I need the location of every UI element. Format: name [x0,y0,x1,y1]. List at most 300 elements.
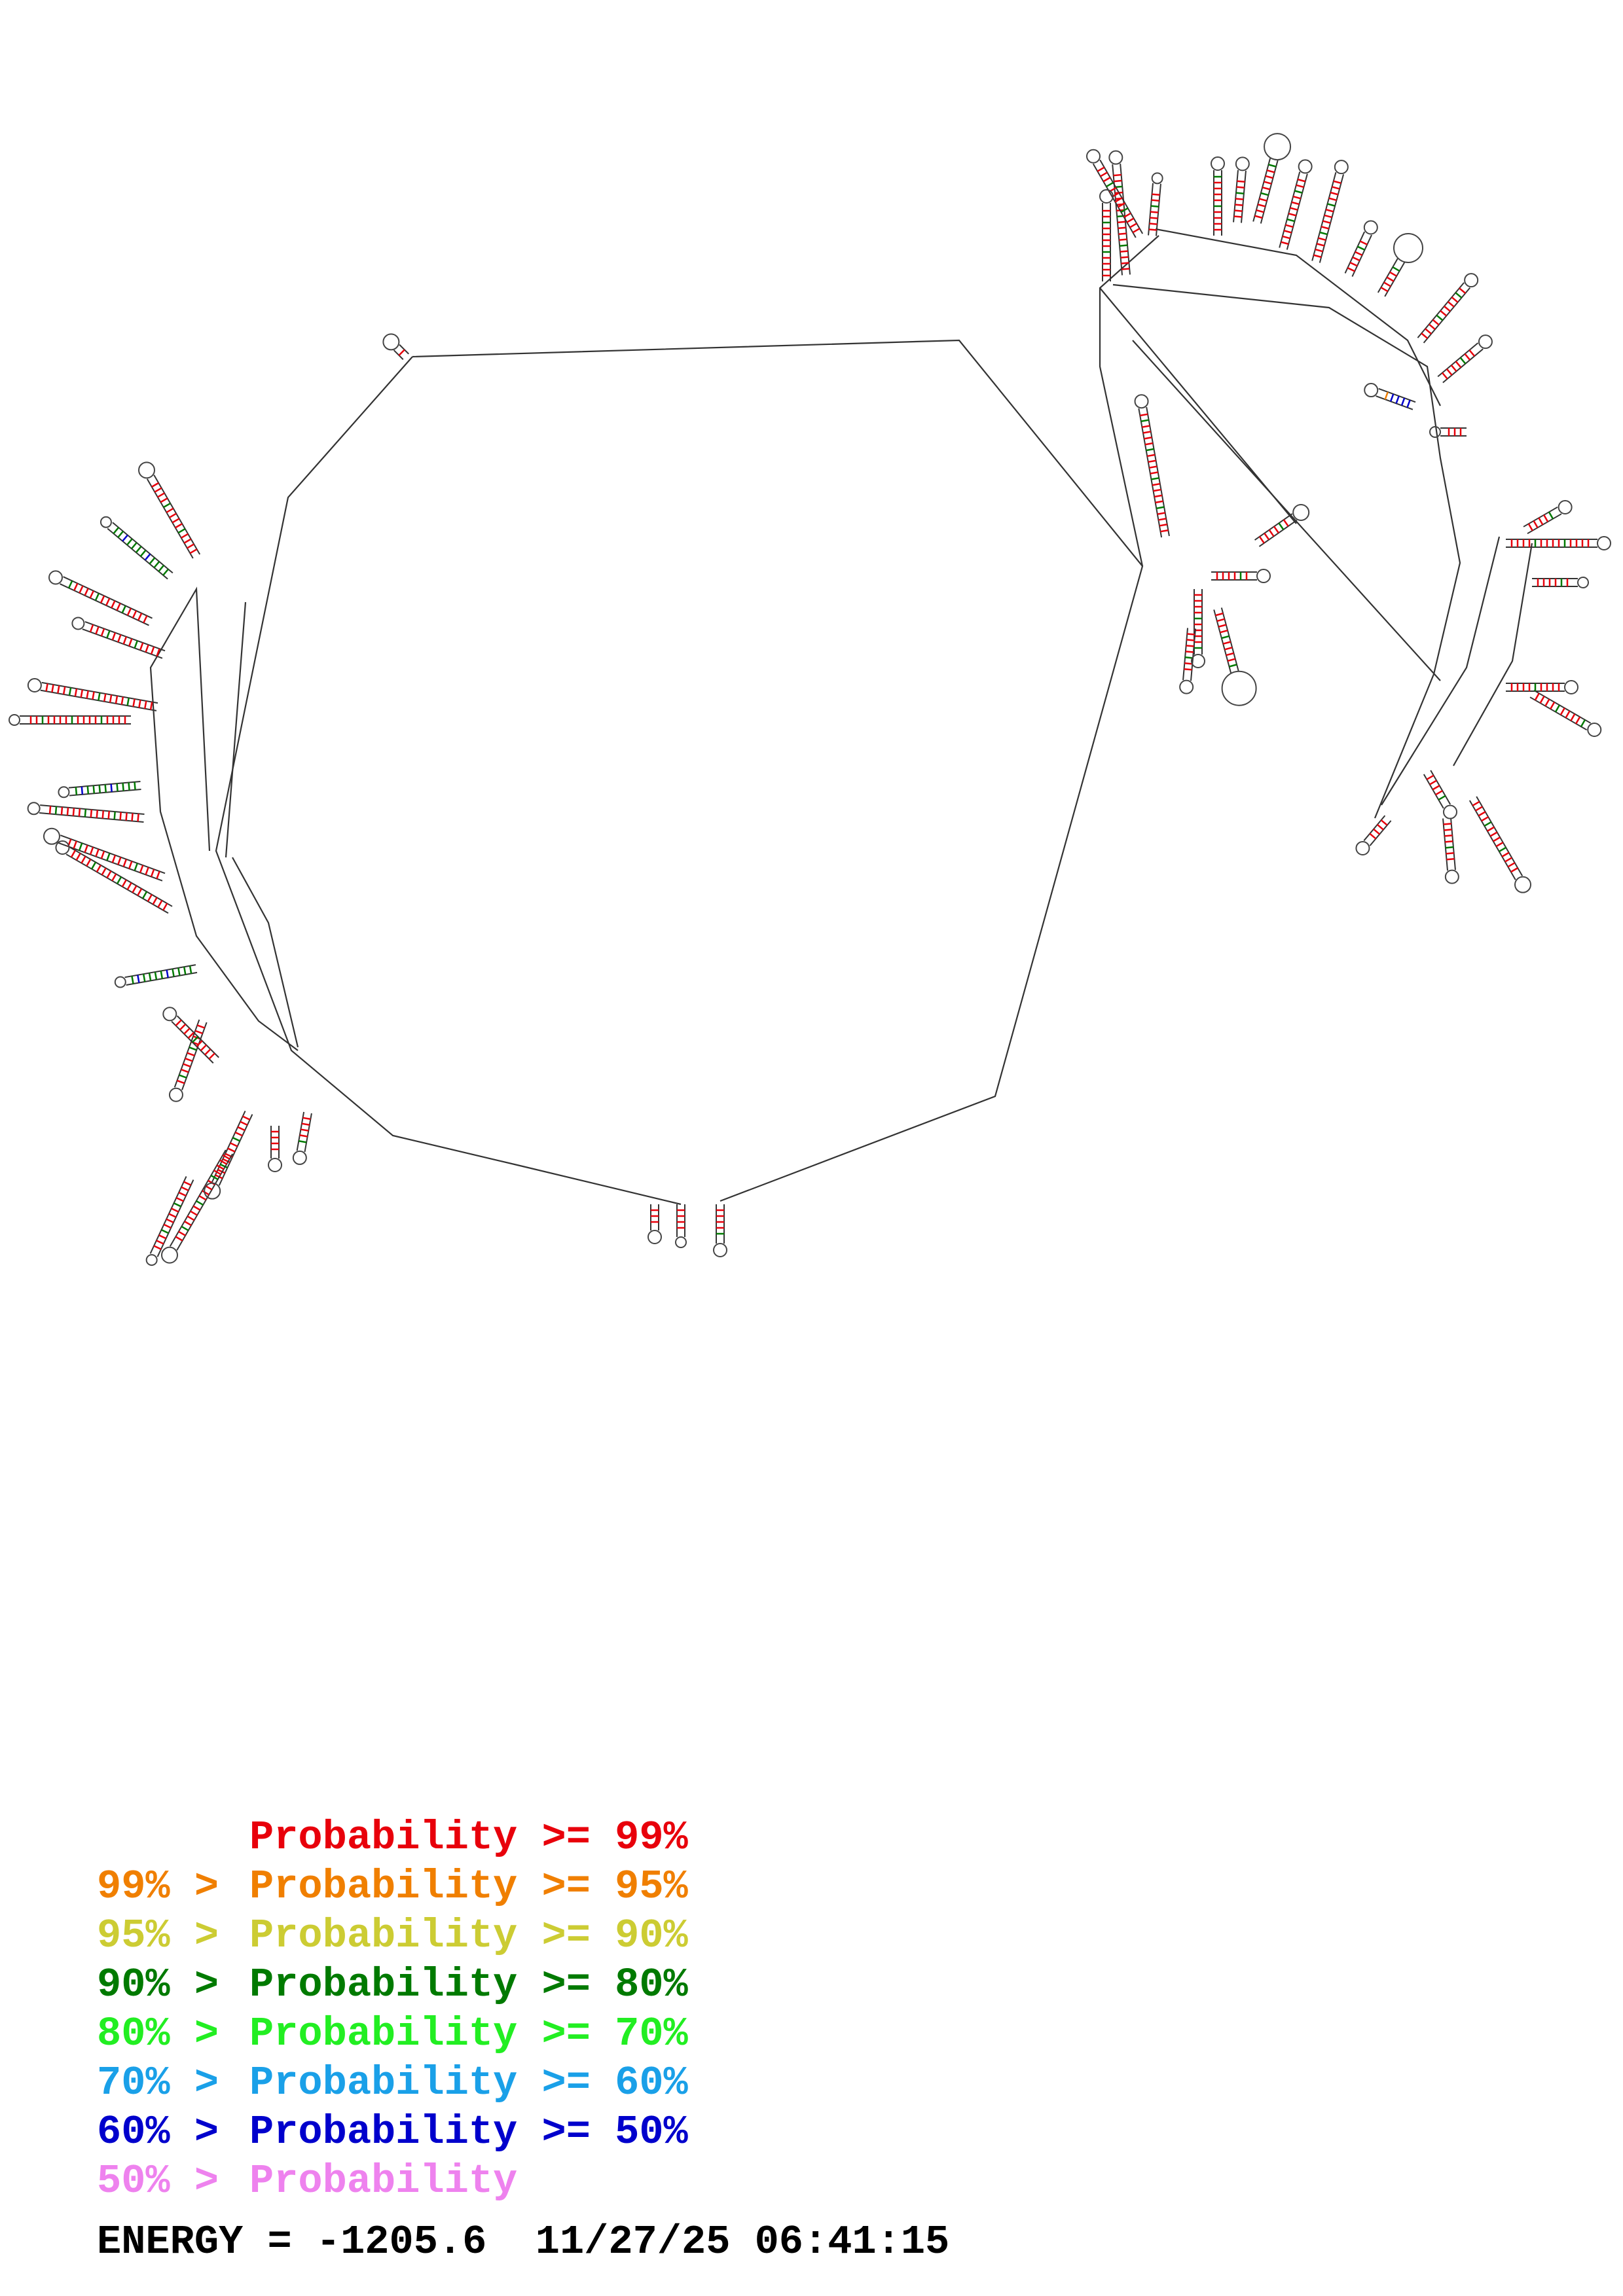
base-pair [145,554,151,560]
base-pair [1133,228,1139,232]
stem-strand [154,475,200,554]
base-pair [174,1203,181,1206]
base-pair [1478,812,1485,816]
base-pair [1161,530,1169,531]
base-pair [1484,822,1491,826]
base-pair [90,624,93,632]
base-pair [1317,243,1324,245]
base-pair [116,696,117,704]
base-pair [1220,630,1228,632]
base-pair [1264,533,1269,540]
base-pair [152,483,158,487]
base-pair [1159,524,1167,526]
base-pair [1391,394,1393,401]
legend-label: Probability [249,1962,518,2008]
base-pair [185,1221,191,1225]
base-pair [1217,619,1225,621]
legend-prefix: 90% > [97,1962,219,2008]
stem-strand [1370,821,1391,846]
base-pair [96,626,98,634]
base-pair [134,699,135,707]
hairpin-loop [268,1158,282,1172]
base-pair [1152,194,1160,195]
base-pair [240,1122,247,1125]
base-pair [191,1211,197,1215]
base-pair [149,973,151,981]
base-pair [117,877,121,884]
legend-suffix: >= 60% [541,2060,688,2106]
base-pair [133,611,136,618]
base-pair [122,606,126,613]
base-pair [1508,863,1514,867]
base-pair [1436,791,1442,795]
base-pair [302,1124,310,1125]
base-pair [1436,315,1442,321]
base-pair [1430,781,1436,785]
base-pair [1396,396,1399,403]
base-pair [195,1031,202,1033]
stem-strand [60,835,165,873]
base-pair [1451,365,1457,371]
base-pair [1127,219,1133,223]
base-pair [1387,278,1393,281]
hairpin-loop [204,1183,220,1199]
base-pair [1144,437,1152,439]
base-pair [143,974,145,982]
hairpin-loop [49,571,62,584]
base-pair [1145,443,1153,444]
base-pair [1151,206,1159,207]
base-pair [1293,196,1301,198]
base-pair [107,871,111,878]
base-pair [230,1143,238,1146]
base-pair [162,1230,169,1233]
base-pair [156,1240,164,1244]
base-pair [1156,501,1163,503]
base-pair [1550,702,1554,709]
base-pair [1186,645,1194,646]
stem-strand [1438,343,1478,376]
base-pair [183,1064,191,1067]
legend-row [97,1862,1013,1911]
base-pair [1370,834,1376,839]
base-pair [1186,651,1194,652]
hairpin-loop [1559,501,1572,514]
base-pair [1120,251,1128,252]
hairpin-loop [1222,672,1256,706]
base-pair [90,847,93,854]
stem-strand [64,577,153,618]
base-pair [1152,484,1160,485]
base-pair [1429,324,1435,329]
base-pair [1451,297,1457,302]
base-pair [1229,664,1237,666]
base-pair [1448,302,1454,307]
hairpin-loop [44,829,60,844]
base-pair [1421,333,1427,338]
base-pair [1438,796,1445,800]
base-pair [163,903,167,910]
hairpin-loop [1236,157,1249,170]
base-pair [74,583,77,590]
base-pair [1469,350,1474,356]
legend-label: Probability [249,2109,518,2155]
base-pair [135,782,136,790]
base-pair [137,889,141,895]
base-pair [1407,400,1410,407]
base-pair [1218,625,1226,627]
energy-value: -1205.6 [316,2219,487,2265]
stem-strand [1476,797,1522,876]
base-pair [118,635,120,642]
base-pair [1442,373,1448,379]
base-pair [187,1216,194,1220]
base-pair [85,809,86,817]
base-pair [139,700,140,708]
base-pair [1262,187,1270,189]
base-pair [87,691,88,698]
base-pair [1465,354,1470,360]
base-pair [169,1214,176,1217]
base-pair [76,787,77,795]
stem-strand [82,629,162,658]
stem-strand [1156,184,1161,236]
base-pair [187,1053,194,1056]
hairpin-loop [56,841,69,854]
hairpin-loop [147,1255,157,1265]
base-pair [1284,230,1292,232]
base-pair [1235,205,1243,206]
base-pair [146,645,149,652]
legend-row [97,2108,1013,2157]
base-pair [145,701,146,709]
base-pair [138,613,141,620]
base-pair [1329,198,1337,200]
base-pair [77,853,81,860]
base-pair [1499,848,1506,852]
base-pair [175,1237,182,1241]
base-pair [205,1049,210,1054]
base-pair [160,498,167,502]
base-pair [135,641,137,648]
base-pair [1393,267,1399,271]
base-pair [1374,829,1379,834]
base-pair [175,1020,181,1025]
base-pair [1505,858,1512,862]
base-pair [158,565,164,571]
base-pair [151,647,154,654]
base-pair [1444,829,1452,830]
base-pair [1237,181,1245,182]
base-pair [91,810,92,817]
stem-strand [151,1176,187,1253]
stem-strand [1222,607,1239,671]
base-pair [1566,711,1570,717]
base-pair [193,1206,200,1210]
stem-strand [85,622,165,651]
base-pair [163,569,168,575]
base-pair [143,891,147,898]
base-pair [1496,842,1503,846]
legend-row [97,1813,1013,1862]
base-pair [1332,187,1340,188]
base-pair [1154,490,1161,491]
stem-strand [1424,288,1470,343]
base-pair [164,1225,171,1228]
base-pair [1571,714,1575,721]
hairpin-loop [383,334,399,350]
base-pair [1472,802,1479,806]
base-pair [122,697,123,705]
base-pair [189,1047,196,1050]
base-pair [1315,249,1323,251]
base-pair [1298,179,1305,181]
base-pair [136,547,141,552]
base-pair [154,562,159,567]
hairpin-loop [170,1088,183,1102]
base-pair [1130,223,1137,227]
base-pair [181,1187,189,1191]
legend-suffix: >= 80% [541,1962,688,2008]
hairpin-loop [1465,274,1478,287]
base-pair [1288,213,1296,215]
base-pair [73,808,74,816]
hairpin-loops [9,134,1611,1265]
base-pair [79,808,80,816]
hairpin-loop [293,1151,306,1164]
base-pair [1146,449,1154,450]
base-pair [137,975,139,983]
base-pair [1330,192,1338,194]
base-pair [184,1028,189,1033]
backbone-lines [151,229,1532,1204]
hairpin-loop [1335,160,1348,173]
energy-footer [97,2219,949,2265]
base-pair [112,874,116,880]
base-pair [303,1118,311,1119]
base-pair [104,694,105,702]
base-pair [1290,208,1298,210]
base-pair [1225,647,1233,649]
base-pair [1228,659,1235,661]
base-pair [1237,187,1245,188]
hairpin-loop [115,977,126,987]
hairpin-loop [28,802,40,814]
base-pair [1142,426,1150,427]
base-pair [1156,507,1164,509]
base-pair [1264,182,1272,184]
stem-strand [1451,817,1455,870]
base-pair [1535,693,1539,700]
base-pair [1184,669,1192,670]
base-pair [1446,847,1453,848]
base-pair [1545,699,1549,706]
base-pair [129,861,132,869]
base-pair [166,509,173,512]
base-pair [235,1132,242,1136]
base-pair [1267,170,1275,172]
base-pair [1350,262,1357,266]
legend-label: Probability [249,2060,518,2106]
base-pair [124,637,126,644]
base-pair [176,1198,183,1201]
hairpin-loop [72,617,84,629]
legend-suffix: >= 99% [541,1814,688,1861]
base-pair [1347,268,1355,271]
base-pair [151,702,152,710]
base-pair [79,586,82,593]
base-pair [299,1141,306,1142]
base-pair [146,867,149,874]
base-pair [97,865,101,872]
base-pair [1097,168,1104,171]
base-pair [181,534,188,538]
base-pair [1269,530,1274,537]
base-pair [1184,663,1192,664]
base-pair [178,968,179,976]
base-pair [1425,329,1431,334]
base-pair [97,810,98,818]
base-pair [1493,837,1500,841]
base-pair [1355,252,1362,255]
base-pair [1103,177,1110,181]
probability-legend [97,1813,1013,2206]
hairpin-loop [1293,505,1309,520]
base-pair [196,1201,203,1205]
base-pair [158,901,162,907]
base-pair [1143,431,1151,433]
legend-row [97,2009,1013,2058]
base-pair [1284,520,1288,526]
base-pair [243,1117,250,1120]
base-pair [1226,653,1234,655]
base-pair [1534,521,1538,528]
base-pair [126,813,127,821]
base-pair [1487,827,1494,831]
base-pair [132,813,133,821]
base-pair [1353,257,1360,260]
hairpin-loop [1597,537,1611,550]
base-pair [1390,272,1396,276]
base-pair [153,897,157,904]
base-pair [154,1246,161,1249]
base-pair [187,544,194,548]
base-pair [127,539,132,545]
stem-strand [1443,349,1483,382]
base-pair [85,845,88,852]
base-pair [140,643,143,650]
base-pair [1476,807,1482,811]
base-pair [132,543,137,548]
base-pair [166,1219,173,1223]
base-pair [181,1069,189,1072]
base-pair [197,1025,204,1028]
base-pair [1319,238,1326,240]
hairpin-loop [648,1230,661,1244]
base-pair [128,608,131,615]
base-pair [301,1130,308,1131]
base-pair [175,524,182,528]
base-pair [1556,705,1559,711]
base-pair [1482,817,1488,821]
base-pair [1296,185,1304,187]
legend-prefix: 70% > [97,2060,219,2106]
base-pair [98,692,100,700]
base-pair [107,631,109,638]
base-pair [1287,219,1295,221]
base-pair [135,863,137,870]
base-pair [167,970,168,978]
hairpin-loop [1430,427,1440,437]
base-pair [155,488,161,492]
base-pair [164,503,170,507]
timestamp: 11/27/25 06:41:15 [535,2219,950,2265]
base-pair [122,535,128,541]
base-pair [1323,221,1331,223]
base-pair [118,531,123,537]
base-pair [1255,216,1263,218]
base-pair [132,886,136,892]
base-pair [1294,191,1302,193]
stem-strand [1233,170,1238,223]
legend-row [97,2157,1013,2206]
base-pair [124,859,126,867]
hairpin-loop [1394,234,1423,262]
hairpin-loop [1446,870,1459,884]
base-pair [79,843,82,850]
base-pair [1539,518,1542,524]
base-pair [1150,218,1158,219]
legend-row [97,2058,1013,2108]
base-pair [1502,853,1508,857]
base-pair [1544,515,1548,522]
energy-label: ENERGY = [97,2219,292,2265]
base-pair [81,690,82,698]
stem-strand [1470,800,1516,880]
base-pair [1381,287,1387,291]
base-pair [1433,320,1439,325]
base-pair [1120,245,1127,246]
base-pair [1402,398,1404,405]
legend-prefix: 95% > [97,1912,219,1959]
base-pair [1561,708,1565,715]
base-pair [184,1182,191,1185]
base-pair [92,862,96,869]
base-pair [1151,478,1159,479]
hairpin-loop [1135,395,1148,408]
base-pair [1385,392,1388,399]
base-pair [1541,696,1544,703]
base-pair [74,841,77,848]
base-pair [184,967,185,975]
base-pair [1158,518,1166,520]
base-pair [190,549,196,553]
base-pair [1258,204,1266,206]
hairpin-loop [1356,842,1369,855]
base-pair [199,1196,206,1200]
base-pair [1432,785,1439,789]
base-pair [69,688,71,696]
stem-strand [1534,691,1591,723]
base-pair [1261,193,1269,195]
base-pair [1260,199,1267,201]
base-pair [81,856,85,863]
base-pair [1314,255,1322,257]
base-pair [201,1045,206,1050]
base-pair [1286,225,1294,227]
base-pair [1326,209,1334,211]
base-pair [179,1232,185,1236]
